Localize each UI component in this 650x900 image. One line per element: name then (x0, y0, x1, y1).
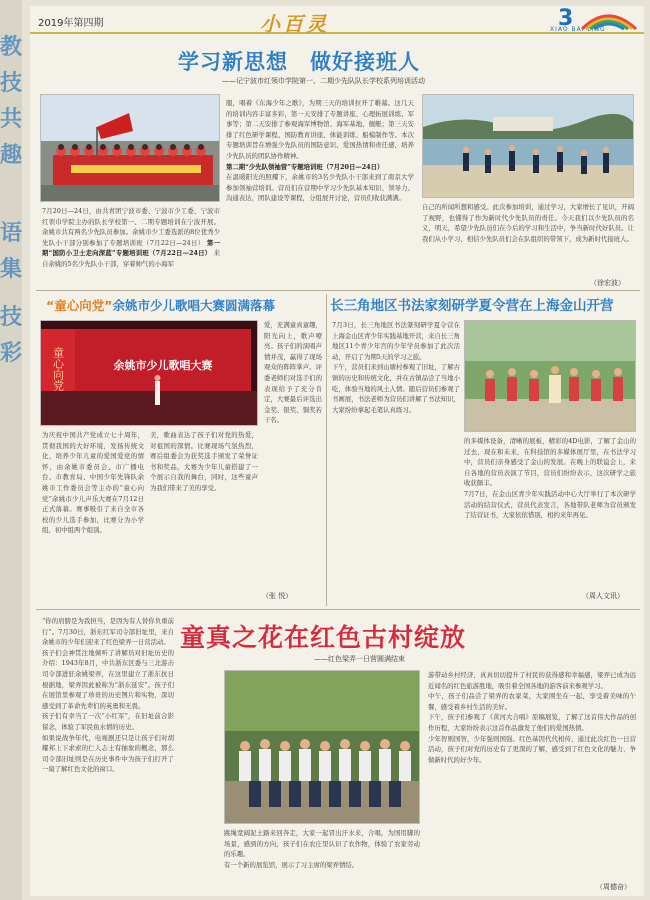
photo-stamp-text: 童心向党 (51, 347, 65, 391)
spine-char: 教 (0, 35, 23, 60)
article2-col1: 为庆祝中国共产党成立七十周年，贯彻我国的大好环境，发扬传统文化，培养少年儿童的爱国爱党的情怀，由余姚市委员会、市广播电台、市教育局、中国少年先锋队余姚市工作委员会等主办的“童心向党”余姚市少儿声乐大赛在7月12日正式落幕。赛事吸引了来自全市各校的少儿选手参加，比赛分为小学组、初中组两个组别。 (42, 431, 144, 535)
article1-subtitle: ——记宁波市红领巾学院第一、二期少先队队长学校系列培训活动 (222, 77, 425, 85)
photo-banner-text: 余姚市少儿歌唱大赛 (113, 359, 213, 372)
page-number: 3 (558, 6, 574, 31)
article3-title: 长三角地区书法家刻研学夏令营在上海金山开营 (330, 298, 614, 314)
article2-title: “童心向党”余姚市少儿歌唱大赛圆满落幕 (46, 298, 275, 313)
spine-char: 集 (0, 257, 23, 282)
article4-author: （周德奋） (596, 883, 631, 891)
spine-char: 共 (0, 107, 23, 132)
spine-char: 技 (0, 71, 23, 96)
article2-col2: 美，歌曲表达了孩子们对党的热爱，对祖国的深情。比赛现场气氛热烈，赛后组委会为获奖选手颁发了荣誉证书和奖品，大赛为少年儿童搭建了一个展示自我的舞台，同时，这些童声为我们带来了美的享受。 (150, 431, 258, 492)
article2-photo-stage (40, 320, 258, 426)
article3-col2: 的多媒体设备，清晰的展板，精彩的4D电影，了解了金山的过去，现在和未来，在科技馆的多媒体展厅里，在书法学习中，营员们亲身感受了金山的发展。在晚上的联谊会上，来自各地的营员表演了节目，营员们纷纷表示，这次研学之旅收获颇丰。 7月7日，在金山区青少年实践活动中心大厅举行了本次研学活动的结营仪式，营员代表发言，各地带队老师为营员颁发了结营证书，大家依依惜别，相约来年再见。 (464, 437, 636, 520)
spine-char: 语 (0, 221, 23, 246)
issue-label: 2019年第四期 (38, 18, 104, 29)
article4-col-left: “你的肩膀是为我担当，是因为有人替你负重前行”。7月30日，浙东红军司令部旧址里，来自余姚市的少年们迎来了红色梁弄一日营活动。 孩子们会神贯注地倾听了讲解员对旧址历史的介绍：1943年8月，中共浙东区委与三北游击司令部进驻余姚梁弄，在这里建立了浙东抗日根据地，梁弄因此被称为“浙东延安”。孩子们在展馆里参观了珍贵的历史图片和实物，深切感受到了革命先辈们的英勇和无畏。 孩子们有幸当了一次“小红军”，在旧址前合影留念，体验了军民鱼水情的历史。 如果说战争年代，电视剧还只是让孩子们对胡耀邦上下求索的仁人志士有抽象的概念，那么司令部旧址则是在历史事件中为孩子们打开了一扇了解红色文化的窗口。 (42, 617, 174, 774)
divider (326, 294, 327, 606)
article1-author: （徐宏波） (590, 279, 625, 287)
divider (36, 290, 640, 291)
spine-char: 彩 (0, 341, 23, 366)
spine-strip (0, 0, 22, 900)
article1-col-mid: 服，唱着《东海少年之歌》，为期三天的培训拉开了帷幕。这几天的培训内容丰富多彩，第一天安排了专题讲座、心理拓展训练、军事等；第二天安排了参观海军博物馆、海军基地、舰艇；第三天安排了红色研学课程、国防教育讲座、体能训练、船模制作等。本次专题培训旨在增强少先队员的国防意识、爱国热情和责任感，培养少先队员的团队协作精神。 第二期“少先队领袖营”专题培训班（7月20日—24日） 在温暖阳光的照耀下，余姚市的3名少先队小干部来到了南京大学参加领袖营培训。营员们在营期中学习少先队基本知识、领导力、沟通表达、团队建设等课程，分组展开讨论，营员们收获满满。 (226, 99, 414, 203)
masthead (30, 6, 644, 34)
article4-photo-group (224, 670, 420, 824)
spine-char: 趣 (0, 143, 23, 168)
article1-photo-group (40, 94, 220, 202)
article4-title: 童真之花在红色古村绽放 (180, 623, 467, 652)
newspaper-name: 小百灵 (260, 12, 329, 36)
article1-col-left: 7月20日—24日，由共青团宁波市委、宁波市少工委、宁波市红领巾学院主办的队长学校第一、二期专题培训在宁波开展。余姚市共有两名少先队员参加。余姚市少工委选派的8位优秀少先队小干部分别参加了专题培训班（7月22日—24日） 第一期“国防小卫士走向深蓝”专题培训班（7月22日—24日） 来自余姚的5名少先队小干部，穿着帅气的小海军 (42, 207, 220, 268)
article2-author: （张 悦） (262, 592, 293, 600)
article1-title: 学习新思想 做好接班人 (178, 50, 420, 74)
newspaper-name-en: XIAO BAI LING (550, 26, 606, 33)
rainbow-logo-icon (578, 9, 638, 31)
article1-photo-beach (422, 94, 634, 198)
article3-col1: 7月3日，长三角地区书法篆刻研学夏令营在上海金山区青少年实践基地开营，来自长三角地区11个青少年宫的少年学员参加了此次活动，开启了为期5天的学习之旅。 下午，营员们来到山塘村参观了旧址，了解古镇的历史和传统文化，并在古镇品尝了当地小吃，体验当地的风土人情。随后营员们参观了书画展，书法老师为营员们讲解了书法知识，大家纷纷拿起毛笔认真练习。 (332, 321, 460, 414)
article4-col-right: 游带动乡村经济，真真切切提升了村民的获得感和幸福感，梁弄已成为远近闻名的红色旅游胜地，吸引着全国各地的游客前来参观学习。 中午，孩子们品尝了梁弄的农家菜，大家围坐在一起，享受着美味的午餐，感受着乡村生活的美好。 下午，孩子们参观了《黄河大合唱》原稿展览，了解了这首伟大作品的创作历程，大家纷纷表示这首作品激发了他们的爱国热情。 少年智则国智，少年强则国强。红色基因代代相传，通过此次红色一日营活动，孩子们对党的历史有了更深的了解，感受到了红色文化的魅力，争做新时代的好少年。 (428, 671, 636, 764)
article4-subtitle: ——红色梁弄一日营圆满结束 (314, 655, 405, 663)
article2-col3: 爱，充满童真童趣，阳光向上，歌声嘹亮。孩子们的演唱声情并茂，赢得了现场观众的阵阵掌声。评委老师们对选手们的表现给予了充分肯定，大赛最后评选出金奖、银奖、铜奖若干名。 (264, 321, 322, 425)
article3-author: （周人文讯） (582, 592, 624, 600)
spine-char: 技 (0, 305, 23, 330)
newspaper-page (30, 6, 644, 896)
article1-col-right: 自己的所闻所想和感受。此次参加培训，通过学习，大家增长了见识，开阔了视野，也懂得了作为新时代少先队员的责任。今天我们以少先队员的名义，明天，希望少先队员们在今后的学习和生活中，争当新时代好队员。让我们从小学习，相信少先队员们会在队组织的带领下，成为新时代接班人。 (422, 203, 634, 243)
divider (36, 609, 640, 610)
article4-col-mid: 跳绳宽阔泥土路来回奔走，大家一起冒出汗水来，合唱，为国用脚的场景，感到的方向，孩子们在农庄里认识了农作物，体验了农家劳动的乐趣。 有一个新的展览馆，展示了习主席的梁弄情结。 (224, 829, 420, 869)
article3-photo-group (464, 320, 636, 432)
